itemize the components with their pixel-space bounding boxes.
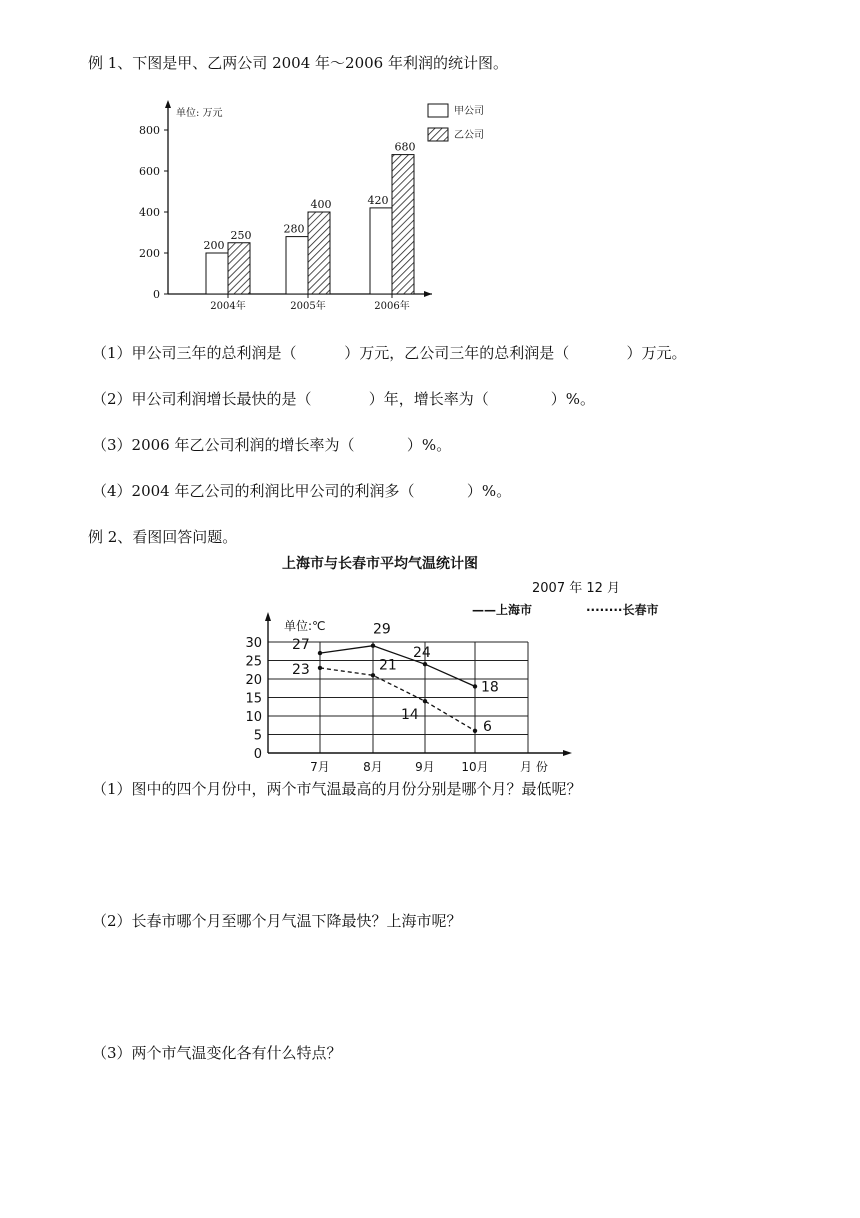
y-tick-label: 800 [139, 124, 160, 137]
x-axis-arrow [424, 291, 432, 297]
data-point [318, 666, 322, 670]
x-axis-label: 月 份 [520, 760, 548, 774]
example1-question-3: （3）2006 年乙公司利润的增长率为（ ）%。 [92, 436, 452, 454]
bar [392, 155, 414, 294]
profit-bar-chart [110, 92, 530, 322]
data-label: 200 [203, 239, 225, 252]
y-tick-label: 15 [245, 691, 262, 707]
x-tick-label: 2006年 [374, 301, 410, 312]
data-label: 420 [367, 193, 389, 207]
legend-label: 甲公司 [454, 106, 484, 117]
data-point [371, 644, 375, 648]
y-axis-arrow [165, 100, 171, 108]
bar [206, 253, 228, 294]
data-label: 21 [379, 657, 397, 674]
y-tick-label: 10 [245, 710, 262, 725]
y-tick-label: 0 [153, 288, 160, 301]
data-point [473, 729, 477, 733]
data-label: 24 [413, 645, 431, 662]
x-tick-label: 2004年 [210, 301, 246, 312]
example1-question-2: （2）甲公司利润增长最快的是（ ）年，增长率为（ ）%。 [92, 390, 596, 408]
x-tick-label: 8月 [363, 760, 383, 774]
temperature-line-chart [220, 548, 690, 774]
y-tick-label: 20 [245, 673, 262, 688]
x-tick-label: 9月 [415, 760, 435, 774]
chart-subtitle: 2007 年 12 月 [532, 581, 621, 596]
data-label: 27 [292, 637, 310, 654]
x-axis-arrow [563, 750, 572, 756]
legend-swatch [428, 128, 448, 141]
example1-heading: 例 1、下图是甲、乙两公司 2004 年～2006 年利润的统计图。 [88, 54, 508, 72]
example1-question-4: （4）2004 年乙公司的利润比甲公司的利润多（ ）%。 [92, 482, 512, 500]
data-point [371, 673, 375, 677]
data-label: 250 [230, 228, 252, 242]
x-tick-label: 7月 [310, 760, 330, 774]
chart-title: 上海市与长春市平均气温统计图 [282, 556, 478, 572]
data-label: 400 [310, 198, 332, 211]
example1-question-1: （1）甲公司三年的总利润是（ ）万元，乙公司三年的总利润是（ ）万元。 [92, 344, 687, 362]
example2-heading: 例 2、看图回答问题。 [88, 528, 238, 546]
y-tick-label: 25 [245, 654, 262, 670]
y-axis-arrow [265, 612, 271, 621]
data-label: 6 [483, 718, 492, 735]
data-point [473, 684, 477, 688]
series-line [320, 646, 475, 687]
bar [308, 212, 330, 294]
y-tick-label: 5 [253, 728, 262, 744]
y-tick-label: 600 [139, 165, 160, 178]
y-tick-label: 30 [245, 636, 262, 651]
series-line [320, 668, 475, 731]
data-point [318, 651, 322, 655]
example2-question-1: （1）图中的四个月份中，两个市气温最高的月份分别是哪个月？最低呢？ [92, 780, 582, 798]
x-tick-label: 10月 [461, 760, 489, 774]
example2-question-2: （2）长春市哪个月至哪个月气温下降最快？上海市呢？ [92, 912, 462, 930]
legend-label-shanghai: ——上海市 [472, 603, 533, 617]
legend-swatch [428, 104, 448, 117]
bar [286, 237, 308, 294]
legend-label-changchun: ········长春市 [586, 603, 659, 617]
y-tick-label: 0 [253, 747, 262, 762]
y-tick-label: 400 [139, 206, 160, 219]
y-tick-label: 200 [139, 247, 160, 260]
example2-question-3: （3）两个市气温变化各有什么特点？ [92, 1044, 342, 1062]
data-label: 14 [401, 707, 419, 724]
bar [370, 208, 392, 294]
unit-label: 单位: 万元 [176, 108, 223, 119]
x-tick-label: 2005年 [290, 301, 326, 312]
data-label: 680 [394, 140, 416, 154]
data-label: 18 [481, 679, 499, 696]
data-label: 23 [292, 661, 310, 678]
data-point [423, 662, 427, 666]
data-label: 280 [283, 222, 305, 236]
bar [228, 243, 250, 294]
unit-label: 单位:℃ [284, 619, 326, 633]
data-label: 29 [373, 621, 391, 638]
data-point [423, 699, 427, 703]
legend-label: 乙公司 [454, 130, 484, 141]
